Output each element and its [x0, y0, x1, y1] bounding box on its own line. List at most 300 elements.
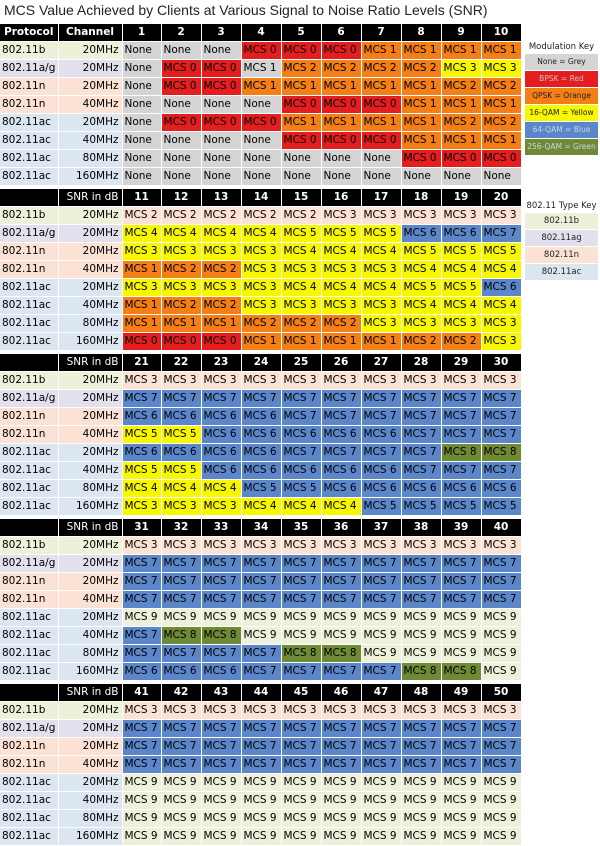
mcs-cell: MCS 3 — [361, 261, 401, 279]
mcs-cell: MCS 0 — [281, 132, 321, 150]
table-row — [0, 480, 521, 498]
channel-cell: 80MHz — [58, 645, 122, 663]
mcs-cell: MCS 1 — [122, 315, 161, 333]
mcs-cell: MCS 3 — [281, 261, 321, 279]
mcs-cell: MCS 6 — [361, 480, 401, 498]
mcs-cell: MCS 7 — [201, 573, 241, 591]
mcs-cell: MCS 3 — [241, 702, 281, 720]
protocol-cell: 802.11ac — [0, 480, 58, 498]
protocol-cell: 802.11n — [0, 426, 58, 444]
mcs-cell: MCS 4 — [361, 279, 401, 297]
mcs-cell: MCS 9 — [122, 810, 161, 828]
protocol-cell: 802.11ac — [0, 297, 58, 315]
mcs-cell: MCS 0 — [201, 114, 241, 132]
mcs-cell: MCS 7 — [401, 573, 441, 591]
protocol-cell: 802.11a/g — [0, 555, 58, 573]
mcs-cell: MCS 6 — [201, 462, 241, 480]
snr-value: 7 — [361, 24, 401, 42]
table-row — [0, 60, 521, 78]
mcs-cell: MCS 1 — [401, 78, 441, 96]
mcs-cell: MCS 7 — [122, 573, 161, 591]
mcs-cell: MCS 6 — [161, 663, 201, 681]
mcs-cell: MCS 7 — [401, 591, 441, 609]
mcs-cell: MCS 7 — [361, 720, 401, 738]
mcs-cell: None — [201, 150, 241, 168]
mcs-cell: MCS 3 — [401, 207, 441, 225]
mcs-cell: MCS 7 — [481, 720, 521, 738]
mcs-cell: MCS 7 — [361, 408, 401, 426]
mcs-cell: None — [161, 132, 201, 150]
mcs-cell: MCS 6 — [321, 480, 361, 498]
channel-cell: 20MHz — [58, 408, 122, 426]
snr-value: 12 — [161, 189, 201, 207]
mcs-cell: MCS 7 — [241, 390, 281, 408]
snr-value: 30 — [481, 354, 521, 372]
mcs-cell: MCS 9 — [361, 828, 401, 846]
channel-cell: 40MHz — [58, 297, 122, 315]
protocol-cell: 802.11n — [0, 78, 58, 96]
snr-value: 26 — [321, 354, 361, 372]
mcs-cell: MCS 6 — [201, 408, 241, 426]
mcs-cell: MCS 3 — [122, 702, 161, 720]
table-row — [0, 408, 521, 426]
mcs-cell: MCS 7 — [321, 555, 361, 573]
mcs-cell: MCS 7 — [161, 756, 201, 774]
mcs-cell: MCS 6 — [201, 426, 241, 444]
mcs-cell: MCS 6 — [481, 279, 521, 297]
channel-cell: 40MHz — [58, 462, 122, 480]
mcs-cell: MCS 2 — [161, 261, 201, 279]
protocol-cell: 802.11b — [0, 702, 58, 720]
mcs-cell: MCS 5 — [161, 462, 201, 480]
mcs-cell: MCS 5 — [361, 498, 401, 516]
mcs-cell: MCS 3 — [361, 315, 401, 333]
table-row — [0, 207, 521, 225]
mcs-cell: None — [161, 42, 201, 60]
mcs-cell: MCS 1 — [241, 78, 281, 96]
channel-cell: 160MHz — [58, 498, 122, 516]
mcs-cell: MCS 3 — [201, 537, 241, 555]
snr-value: 28 — [401, 354, 441, 372]
protocol-cell: 802.11ac — [0, 279, 58, 297]
modulation-key-item: 16-QAM = Yellow — [525, 105, 598, 121]
channel-cell: 20MHz — [58, 60, 122, 78]
mcs-cell: MCS 6 — [201, 663, 241, 681]
mcs-cell: MCS 7 — [201, 390, 241, 408]
mcs-cell: MCS 7 — [481, 738, 521, 756]
mcs-cell: MCS 5 — [281, 225, 321, 243]
mcs-cell: MCS 9 — [241, 627, 281, 645]
snr-value: 24 — [241, 354, 281, 372]
mcs-cell: MCS 5 — [321, 225, 361, 243]
mcs-cell: MCS 6 — [481, 480, 521, 498]
mcs-cell: MCS 7 — [441, 720, 481, 738]
mcs-cell: MCS 7 — [441, 738, 481, 756]
snr-header-row — [0, 189, 521, 207]
header-channel: Channel — [58, 24, 122, 42]
type-key-item: 802.11n — [525, 247, 598, 263]
mcs-cell: MCS 9 — [481, 774, 521, 792]
mcs-cell: MCS 9 — [122, 774, 161, 792]
mcs-cell: MCS 4 — [281, 498, 321, 516]
mcs-cell: MCS 1 — [401, 114, 441, 132]
table-row — [0, 243, 521, 261]
mcs-cell: MCS 7 — [122, 720, 161, 738]
mcs-cell: MCS 4 — [281, 279, 321, 297]
table-row — [0, 297, 521, 315]
snr-header-row — [0, 354, 521, 372]
mcs-cell: MCS 4 — [161, 480, 201, 498]
channel-cell: 20MHz — [58, 573, 122, 591]
mcs-cell: MCS 3 — [481, 537, 521, 555]
mcs-cell: MCS 0 — [281, 42, 321, 60]
snr-value: 34 — [241, 519, 281, 537]
mcs-cell: None — [161, 168, 201, 186]
mcs-cell: MCS 9 — [441, 627, 481, 645]
channel-cell: 20MHz — [58, 537, 122, 555]
mcs-cell: MCS 7 — [361, 663, 401, 681]
mcs-cell: MCS 7 — [281, 408, 321, 426]
mcs-cell: MCS 9 — [401, 828, 441, 846]
table-row — [0, 42, 521, 60]
snr-value: 18 — [401, 189, 441, 207]
mcs-cell: None — [161, 96, 201, 114]
mcs-cell: MCS 9 — [481, 792, 521, 810]
mcs-cell: MCS 1 — [361, 42, 401, 60]
mcs-cell: MCS 3 — [361, 297, 401, 315]
type-key-item: 802.11b — [525, 213, 598, 229]
snr-value: 25 — [281, 354, 321, 372]
modulation-key — [525, 54, 598, 155]
mcs-cell: MCS 3 — [241, 537, 281, 555]
mcs-cell: MCS 7 — [161, 738, 201, 756]
mcs-cell: MCS 9 — [441, 609, 481, 627]
mcs-cell: MCS 1 — [122, 297, 161, 315]
mcs-cell: MCS 3 — [481, 315, 521, 333]
mcs-cell: MCS 5 — [361, 225, 401, 243]
mcs-cell: MCS 4 — [481, 261, 521, 279]
channel-cell: 20MHz — [58, 279, 122, 297]
mcs-cell: MCS 0 — [201, 60, 241, 78]
mcs-cell: MCS 7 — [441, 756, 481, 774]
mcs-cell: MCS 9 — [481, 663, 521, 681]
mcs-cell: MCS 7 — [241, 720, 281, 738]
mcs-cell: MCS 3 — [122, 279, 161, 297]
protocol-cell: 802.11a/g — [0, 720, 58, 738]
mcs-cell: None — [122, 168, 161, 186]
mcs-cell: MCS 3 — [481, 702, 521, 720]
mcs-cell: MCS 9 — [481, 810, 521, 828]
mcs-cell: MCS 3 — [161, 537, 201, 555]
mcs-cell: MCS 1 — [281, 114, 321, 132]
mcs-cell: MCS 7 — [481, 462, 521, 480]
mcs-cell: MCS 0 — [122, 333, 161, 351]
channel-cell: 80MHz — [58, 810, 122, 828]
mcs-cell: MCS 6 — [281, 462, 321, 480]
mcs-cell: MCS 1 — [401, 132, 441, 150]
table-row — [0, 333, 521, 351]
mcs-cell: MCS 2 — [401, 333, 441, 351]
mcs-cell: MCS 4 — [201, 225, 241, 243]
table-row — [0, 150, 521, 168]
mcs-cell: MCS 3 — [441, 60, 481, 78]
mcs-cell: MCS 7 — [401, 444, 441, 462]
mcs-cell: MCS 4 — [441, 297, 481, 315]
mcs-cell: MCS 4 — [241, 225, 281, 243]
mcs-cell: MCS 1 — [122, 261, 161, 279]
channel-cell: 20MHz — [58, 114, 122, 132]
snr-value: 49 — [441, 684, 481, 702]
snr-value: 5 — [281, 24, 321, 42]
snr-value: 33 — [201, 519, 241, 537]
mcs-cell: MCS 9 — [241, 774, 281, 792]
snr-value: 9 — [441, 24, 481, 42]
table-row — [0, 462, 521, 480]
mcs-cell: MCS 1 — [361, 78, 401, 96]
snr-value: 15 — [281, 189, 321, 207]
protocol-cell: 802.11n — [0, 96, 58, 114]
mcs-cell: MCS 1 — [361, 333, 401, 351]
mcs-cell: MCS 9 — [361, 810, 401, 828]
mcs-cell: MCS 7 — [122, 645, 161, 663]
mcs-cell: MCS 9 — [361, 645, 401, 663]
mcs-cell: MCS 7 — [241, 591, 281, 609]
snr-value: 43 — [201, 684, 241, 702]
table-row — [0, 828, 521, 846]
mcs-cell: MCS 7 — [201, 756, 241, 774]
mcs-cell: MCS 6 — [241, 444, 281, 462]
mcs-cell: MCS 0 — [361, 132, 401, 150]
mcs-cell: MCS 3 — [321, 702, 361, 720]
mcs-cell: MCS 7 — [401, 426, 441, 444]
mcs-cell: MCS 3 — [122, 498, 161, 516]
mcs-cell: MCS 3 — [321, 207, 361, 225]
mcs-cell: MCS 7 — [361, 555, 401, 573]
mcs-cell: MCS 3 — [401, 537, 441, 555]
mcs-cell: MCS 1 — [361, 114, 401, 132]
mcs-cell: MCS 3 — [201, 279, 241, 297]
mcs-cell: MCS 7 — [321, 663, 361, 681]
mcs-cell: MCS 9 — [281, 609, 321, 627]
mcs-cell: MCS 2 — [122, 207, 161, 225]
mcs-cell: MCS 0 — [481, 150, 521, 168]
protocol-cell: 802.11a/g — [0, 60, 58, 78]
mcs-cell: MCS 3 — [361, 702, 401, 720]
protocol-cell: 802.11ac — [0, 627, 58, 645]
mcs-cell: MCS 3 — [441, 315, 481, 333]
mcs-cell: MCS 2 — [361, 60, 401, 78]
mcs-cell: None — [281, 168, 321, 186]
mcs-cell: MCS 2 — [201, 207, 241, 225]
mcs-cell: MCS 2 — [321, 315, 361, 333]
header-channel: SNR in dB — [58, 354, 122, 372]
mcs-cell: None — [441, 168, 481, 186]
mcs-cell: MCS 3 — [401, 315, 441, 333]
mcs-cell: MCS 6 — [281, 426, 321, 444]
protocol-cell: 802.11ac — [0, 168, 58, 186]
channel-cell: 20MHz — [58, 207, 122, 225]
protocol-cell: 802.11ac — [0, 645, 58, 663]
mcs-cell: MCS 7 — [281, 573, 321, 591]
mcs-cell: MCS 9 — [441, 792, 481, 810]
mcs-cell: MCS 5 — [441, 279, 481, 297]
mcs-cell: MCS 9 — [361, 774, 401, 792]
snr-value: 4 — [241, 24, 281, 42]
snr-value: 10 — [481, 24, 521, 42]
protocol-cell: 802.11ac — [0, 444, 58, 462]
page-title: MCS Value Achieved by Clients at Various Signal to Noise Ratio Levels (SNR) — [4, 2, 488, 18]
mcs-cell: MCS 7 — [401, 390, 441, 408]
mcs-cell: MCS 6 — [241, 462, 281, 480]
mcs-cell: MCS 7 — [481, 408, 521, 426]
snr-value: 46 — [321, 684, 361, 702]
keys-panel — [525, 40, 598, 281]
mcs-cell: MCS 6 — [161, 408, 201, 426]
mcs-cell: MCS 7 — [441, 555, 481, 573]
header-channel: SNR in dB — [58, 519, 122, 537]
mcs-cell: MCS 9 — [122, 792, 161, 810]
mcs-cell: MCS 3 — [361, 537, 401, 555]
mcs-cell: MCS 0 — [241, 42, 281, 60]
table-row — [0, 537, 521, 555]
channel-cell: 20MHz — [58, 372, 122, 390]
snr-value: 36 — [321, 519, 361, 537]
mcs-cell: MCS 9 — [281, 774, 321, 792]
table-row — [0, 372, 521, 390]
mcs-cell: MCS 9 — [401, 774, 441, 792]
mcs-cell: MCS 0 — [321, 42, 361, 60]
protocol-cell: 802.11ac — [0, 498, 58, 516]
mcs-cell: MCS 0 — [201, 78, 241, 96]
mcs-cell: MCS 6 — [321, 462, 361, 480]
mcs-cell: MCS 1 — [281, 78, 321, 96]
mcs-cell: MCS 0 — [321, 96, 361, 114]
mcs-cell: MCS 7 — [281, 663, 321, 681]
mcs-cell: MCS 5 — [481, 243, 521, 261]
mcs-cell: MCS 9 — [361, 792, 401, 810]
type-key-item: 802.11ac — [525, 264, 598, 280]
channel-cell: 40MHz — [58, 132, 122, 150]
mcs-cell: None — [122, 42, 161, 60]
mcs-cell: MCS 7 — [401, 738, 441, 756]
mcs-cell: MCS 7 — [401, 720, 441, 738]
mcs-cell: MCS 1 — [481, 42, 521, 60]
mcs-cell: MCS 7 — [481, 426, 521, 444]
type-key-item: 802.11ag — [525, 230, 598, 246]
mcs-cell: MCS 4 — [401, 261, 441, 279]
mcs-cell: MCS 5 — [161, 426, 201, 444]
mcs-cell: MCS 9 — [321, 627, 361, 645]
mcs-cell: MCS 3 — [441, 702, 481, 720]
snr-value: 44 — [241, 684, 281, 702]
mcs-cell: MCS 6 — [441, 225, 481, 243]
mcs-cell: MCS 6 — [122, 408, 161, 426]
mcs-cell: MCS 6 — [122, 663, 161, 681]
snr-value: 8 — [401, 24, 441, 42]
modulation-key-item: 64-QAM = Blue — [525, 122, 598, 138]
mcs-cell: None — [321, 150, 361, 168]
mcs-cell: MCS 3 — [401, 372, 441, 390]
mcs-cell: MCS 9 — [241, 792, 281, 810]
table-row — [0, 444, 521, 462]
mcs-cell: MCS 3 — [321, 537, 361, 555]
header-protocol — [0, 354, 58, 372]
channel-cell: 160MHz — [58, 168, 122, 186]
mcs-cell: MCS 5 — [481, 498, 521, 516]
table-row — [0, 390, 521, 408]
mcs-cell: MCS 9 — [441, 810, 481, 828]
table-row — [0, 498, 521, 516]
mcs-cell: MCS 4 — [281, 243, 321, 261]
mcs-cell: MCS 9 — [161, 828, 201, 846]
mcs-cell: MCS 4 — [481, 297, 521, 315]
mcs-cell: MCS 7 — [441, 390, 481, 408]
mcs-cell: MCS 5 — [441, 243, 481, 261]
mcs-cell: MCS 3 — [321, 297, 361, 315]
mcs-cell: MCS 7 — [441, 591, 481, 609]
mcs-cell: MCS 3 — [281, 372, 321, 390]
mcs-cell: MCS 5 — [401, 279, 441, 297]
snr-value: 47 — [361, 684, 401, 702]
mcs-cell: MCS 9 — [401, 609, 441, 627]
mcs-cell: MCS 2 — [201, 297, 241, 315]
mcs-cell: MCS 7 — [321, 390, 361, 408]
mcs-cell: None — [401, 168, 441, 186]
snr-value: 32 — [161, 519, 201, 537]
mcs-cell: MCS 5 — [401, 498, 441, 516]
mcs-cell: None — [122, 96, 161, 114]
mcs-cell: None — [201, 132, 241, 150]
mcs-cell: MCS 7 — [481, 591, 521, 609]
mcs-cell: MCS 9 — [161, 609, 201, 627]
mcs-cell: None — [361, 150, 401, 168]
mcs-cell: MCS 3 — [441, 537, 481, 555]
mcs-cell: MCS 3 — [122, 537, 161, 555]
table-row — [0, 792, 521, 810]
mcs-cell: None — [241, 132, 281, 150]
mcs-cell: MCS 7 — [122, 591, 161, 609]
header-channel: SNR in dB — [58, 189, 122, 207]
table-row — [0, 78, 521, 96]
protocol-cell: 802.11ac — [0, 462, 58, 480]
mcs-cell: MCS 7 — [241, 663, 281, 681]
mcs-cell: MCS 9 — [481, 828, 521, 846]
mcs-cell: MCS 3 — [161, 498, 201, 516]
mcs-cell: MCS 3 — [161, 372, 201, 390]
snr-value: 37 — [361, 519, 401, 537]
table-row — [0, 738, 521, 756]
mcs-cell: MCS 7 — [481, 555, 521, 573]
mcs-cell: MCS 9 — [321, 774, 361, 792]
mcs-cell: MCS 1 — [401, 42, 441, 60]
mcs-cell: MCS 2 — [321, 60, 361, 78]
mcs-cell: MCS 7 — [481, 573, 521, 591]
mcs-cell: None — [241, 150, 281, 168]
mcs-cell: MCS 5 — [241, 480, 281, 498]
mcs-cell: MCS 1 — [441, 96, 481, 114]
mcs-cell: MCS 1 — [481, 132, 521, 150]
mcs-cell: None — [361, 168, 401, 186]
mcs-cell: MCS 5 — [281, 480, 321, 498]
mcs-cell: MCS 0 — [161, 333, 201, 351]
channel-cell: 40MHz — [58, 261, 122, 279]
snr-value: 14 — [241, 189, 281, 207]
modulation-key-item: 256-QAM = Green — [525, 139, 598, 155]
mcs-cell: MCS 8 — [481, 444, 521, 462]
modulation-key-item: QPSK = Orange — [525, 88, 598, 104]
protocol-cell: 802.11n — [0, 408, 58, 426]
table-row — [0, 555, 521, 573]
